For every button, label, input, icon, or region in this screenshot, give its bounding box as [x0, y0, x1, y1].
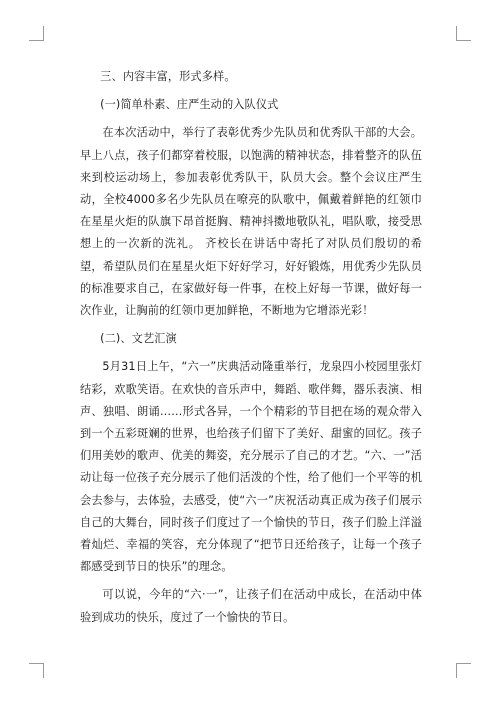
- paragraph-performance: 5月31日上午，“六一”庆典活动隆重举行，龙泉四小校园里张灯结彩，欢歌笑语。在欢快的音乐声中，舞蹈、歌伴舞，器乐表演、相声、独唱、朗诵……形式各异，一个个精彩的节目把在场的观众带入到一个五彩斑斓的世界，也给孩子们留下了美好、甜蜜的回忆。孩子们用美妙的歌声、优美的舞姿，充分展示了自己的才艺。“六、一”活动让每一位孩子充分展示了他们活泼的个性，给了他们一个平等的机会去参与，去体验，去感受，使“六一”庆祝活动真正成为孩子们展示自己的大舞台，同时孩子们度过了一个愉快的节日，孩子们脸上洋溢着灿烂、幸福的笑容，充分体现了“把节日还给孩子，让每一个孩子都感受到节日的快乐”的理念。: [80, 360, 422, 574]
- paragraph-conclusion: 可以说，今年的“六·一”，让孩子们在活动中成长，在活动中体验到成功的快乐，度过了一个愉快的节日。: [80, 588, 422, 624]
- paragraph-ceremony: 在本次活动中，举行了表彰优秀少先队员和优秀队干部的大会。早上八点，孩子们都穿着校服，以饱满的精神状态，排着整齐的队伍来到校运动场上，参加表彰优秀队干，队员大会。整个会议庄严生动，全校4000多名少先队员在嘹亮的队歌中，佩戴着鲜艳的红领巾在星星火炬的队旗下昂首挺胸、精神抖擞地敬队礼，唱队歌，接受思想上的一次新的洗礼。 齐校长在讲话中寄托了对队员们殷切的希望，希望队员们在星星火炬下好好学习，好好锻炼，用优秀少先队员的标准要求自己，在家做好每一件事，在校上好每一节课，做好每一次作业，让胸前的红领巾更加鲜艳，不断地为它增添光彩！: [80, 126, 422, 318]
- crop-mark-top-right: [456, 26, 471, 41]
- sub-heading-ceremony: (一)简单朴素、庄严生动的入队仪式: [100, 98, 279, 112]
- sub-heading-performance: (二)、文艺汇演: [100, 332, 177, 346]
- document-body: [80, 66, 422, 629]
- crop-mark-bottom-right: [456, 663, 471, 678]
- crop-mark-bottom-left: [29, 663, 44, 678]
- crop-mark-top-left: [29, 26, 44, 41]
- section-heading: 三、内容丰富，形式多样。: [100, 70, 236, 83]
